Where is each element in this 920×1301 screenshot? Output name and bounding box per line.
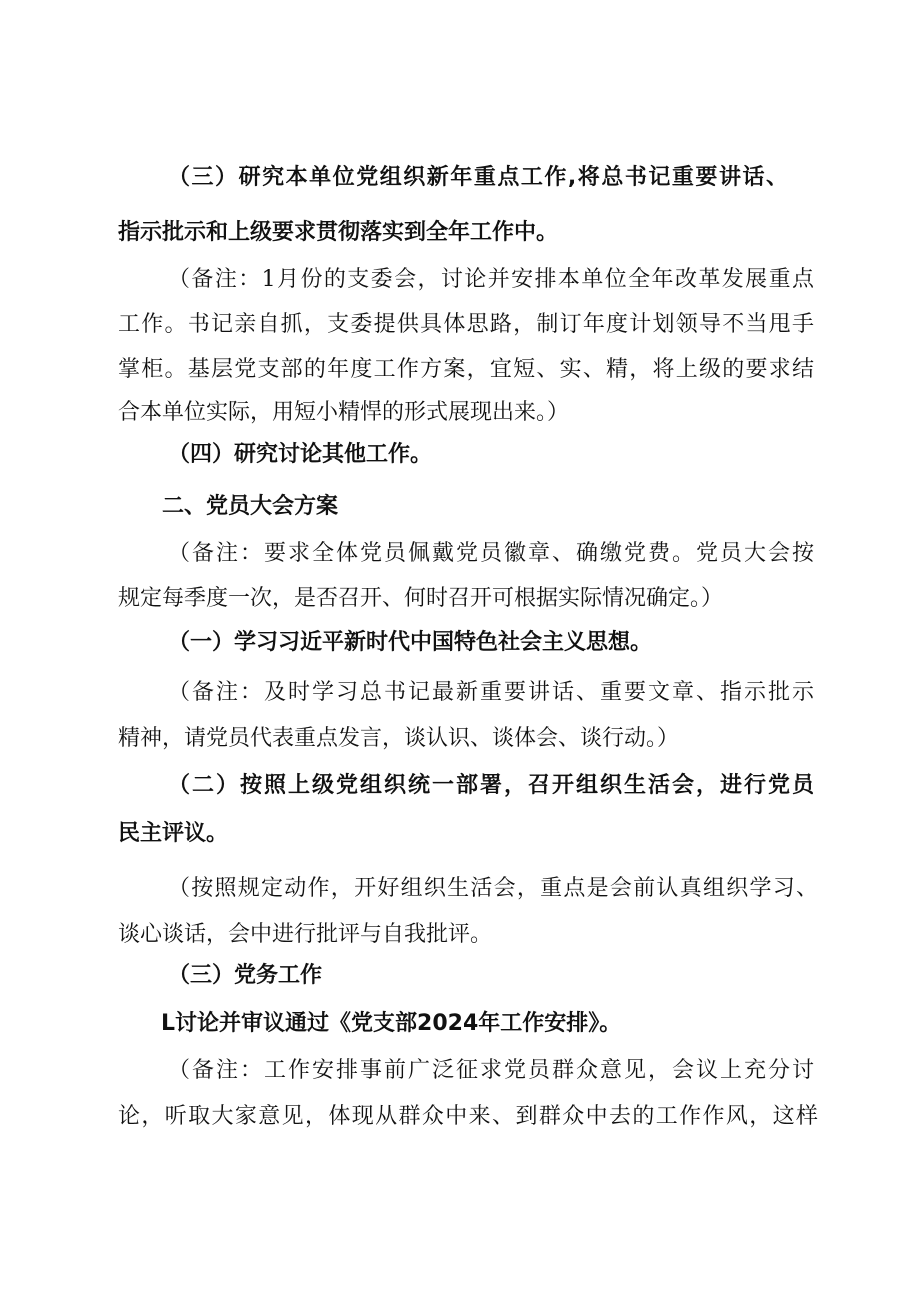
section-title-party-member-meeting: 二、党员大会方案: [162, 494, 339, 519]
item-review-work-plan: L讨论并审议通过《党支部2024年工作安排》。: [161, 1011, 622, 1036]
heading-3-party-affairs: （三）党务工作: [168, 963, 323, 988]
note-paragraph: 掌柜。基层党支部的年度工作方案，宜短、实、精，将上级的要求结: [118, 357, 814, 382]
heading-2-organization-life-meeting: （二）按照上级党组织统一部署，召开组织生活会，进行党员: [168, 773, 814, 798]
note-paragraph: 规定每季度一次，是否召开、何时召开可根据实际情况确定。）: [118, 586, 724, 611]
heading-2-continuation: 民主评议。: [118, 821, 229, 846]
note-paragraph: 谈心谈话，会中进行批评与自我批评。: [118, 922, 493, 947]
note-paragraph: 工作。书记亲自抓，支委提供具体思路，制订年度计划领导不当甩手: [118, 312, 814, 337]
note-paragraph: （备注：工作安排事前广泛征求党员群众意见，会议上充分讨: [168, 1058, 814, 1083]
note-paragraph: （按照规定动作，开好组织生活会，重点是会前认真组织学习、: [168, 876, 818, 901]
heading-3-research-key-work: （三）研究本单位党组织新年重点工作,将总书记重要讲话、: [168, 165, 789, 190]
note-paragraph: （备注：要求全体党员佩戴党员徽章、确缴党费。党员大会按: [168, 541, 814, 566]
note-paragraph: （备注：1月份的支委会，讨论并安排本单位全年改革发展重点: [168, 267, 814, 292]
note-paragraph: 论，听取大家意见，体现从群众中来、到群众中去的工作作风，这样: [118, 1104, 818, 1129]
note-paragraph: （备注：及时学习总书记最新重要讲话、重要文章、指示批示: [168, 680, 814, 705]
heading-4-other-work: （四）研究讨论其他工作。: [168, 442, 433, 467]
note-paragraph: 精神，请党员代表重点发言，谈认识、谈体会、谈行动。）: [118, 726, 680, 751]
heading-3-continuation: 指示批示和上级要求贯彻落实到全年工作中。: [118, 220, 559, 245]
heading-1-study-thought: （一）学习习近平新时代中国特色社会主义思想。: [168, 630, 653, 655]
note-paragraph: 合本单位实际，用短小精悍的形式展现出来。）: [118, 400, 570, 425]
